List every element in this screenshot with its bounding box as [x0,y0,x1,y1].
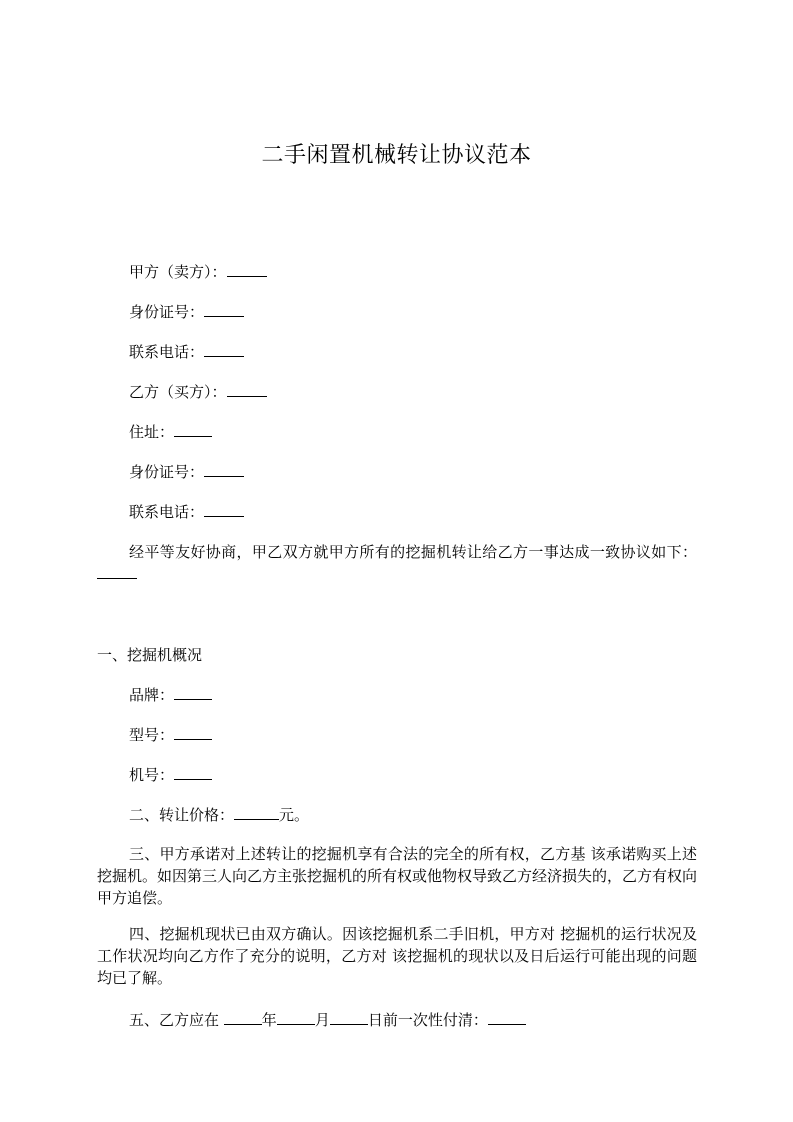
party-b-phone-label: 联系电话： [129,503,205,521]
party-b-blank[interactable] [227,382,267,397]
month-label: 月 [314,1011,330,1029]
section3-paragraph: 三、甲方承诺对上述转让的挖掘机享有合法的完全的所有权，乙方基 该承诺购买上述挖掘机。如因第三人向乙方主张挖掘机的所有权或他物权导致乙方经济损失的，乙方有权向甲方追偿。 [97,845,698,907]
model-line [129,725,212,745]
intro-blank[interactable] [97,564,137,579]
party-a-line [129,262,267,282]
party-b-label: 乙方（买方）： [129,383,227,401]
year-blank[interactable] [224,1010,262,1025]
day-suffix: 日前一次性付清： [367,1011,488,1029]
section5-line [129,1010,526,1030]
brand-label: 品牌： [129,686,175,704]
party-a-id-line [129,302,244,322]
party-a-blank[interactable] [227,262,267,277]
price-label: 二、转让价格： [129,806,235,824]
party-b-phone-blank[interactable] [204,502,244,517]
day-blank[interactable] [330,1010,368,1025]
intro-text: 经平等友好协商，甲乙双方就甲方所有的挖掘机转让给乙方一事达成一致协议如下： [129,543,697,561]
party-a-label: 甲方（卖方）： [129,263,227,281]
price-line [129,805,309,825]
party-a-phone-label: 联系电话： [129,343,205,361]
section4-paragraph: 四、挖掘机现状已由双方确认。因该挖掘机系二手旧机，甲方对 挖掘机的运行状况及工作状况均向乙方作了充分的说明，乙方对 该挖掘机的现状以及日后运行可能出现的问题均已了解。 [97,925,697,987]
year-label: 年 [261,1011,277,1029]
party-a-phone-blank[interactable] [204,342,244,357]
party-b-phone-line [129,502,244,522]
month-blank[interactable] [277,1010,315,1025]
party-a-phone-line [129,342,244,362]
party-b-line [129,382,267,402]
model-label: 型号： [129,726,175,744]
party-b-address-blank[interactable] [174,422,212,437]
party-a-id-label: 身份证号： [129,303,205,321]
party-b-address-line [129,422,212,442]
document-title: 二手闲置机械转让协议范本 [261,143,532,168]
payment-blank[interactable] [488,1010,526,1025]
party-a-id-blank[interactable] [204,302,244,317]
intro-paragraph [97,541,697,585]
party-b-id-label: 身份证号： [129,463,205,481]
serial-blank[interactable] [174,765,212,780]
price-blank[interactable] [234,805,279,820]
serial-label: 机号： [129,766,175,784]
model-blank[interactable] [174,725,212,740]
brand-blank[interactable] [174,685,212,700]
party-b-address-label: 住址： [129,423,175,441]
price-unit: 元。 [279,806,310,824]
brand-line [129,685,212,705]
party-b-id-line [129,462,244,482]
section5-prefix: 五、乙方应在 [129,1011,220,1029]
serial-line [129,765,212,785]
party-b-id-blank[interactable] [204,462,244,477]
section1-heading: 一、挖掘机概况 [97,646,203,664]
